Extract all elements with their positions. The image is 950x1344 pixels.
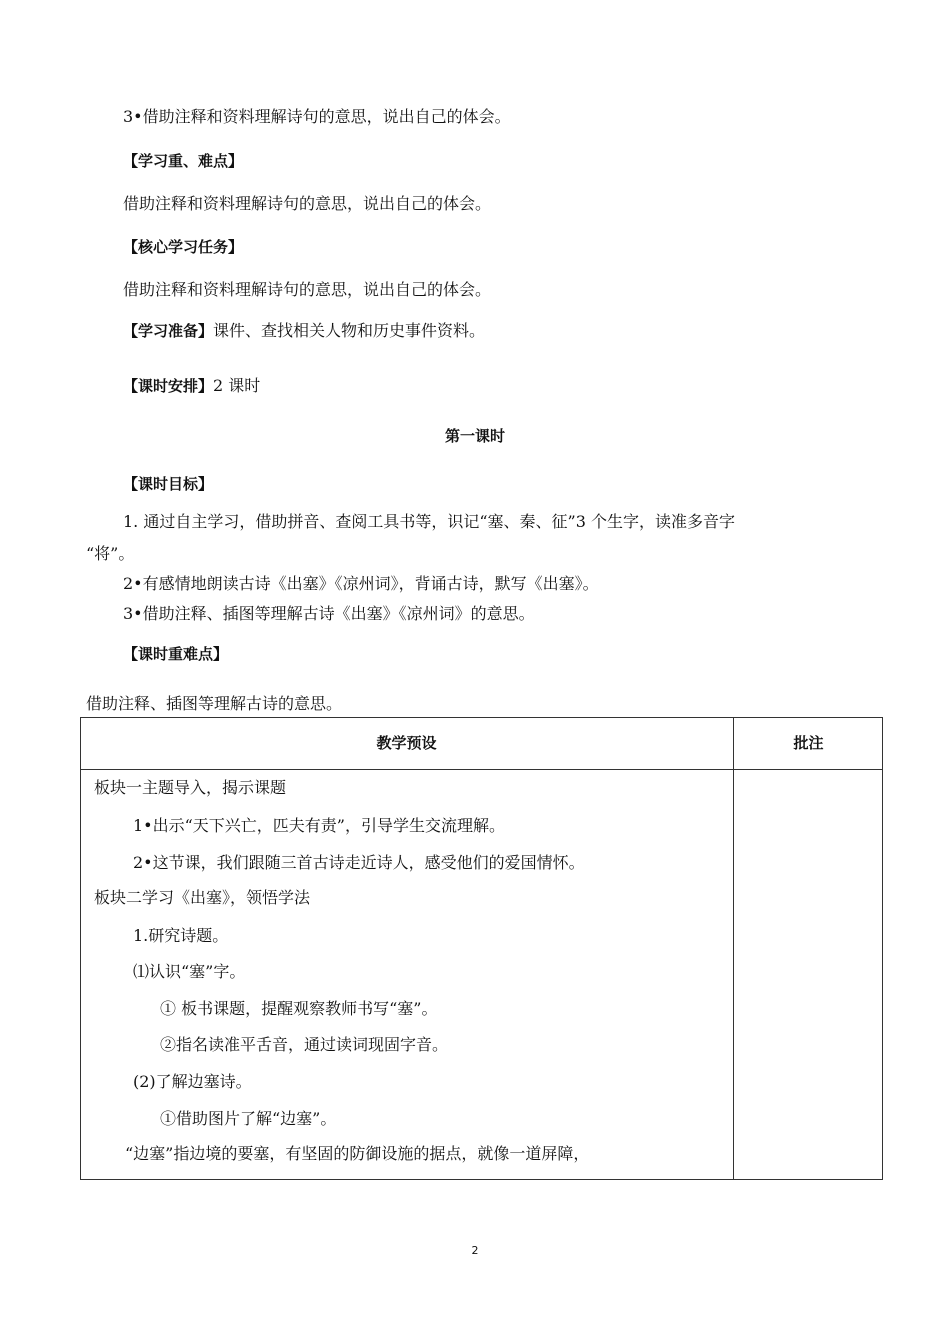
table-line: ①借助图片了解“边塞”。 [160,1109,337,1128]
difficulty-text: 借助注释、插图等理解古诗的意思。 [86,694,343,713]
goals-heading: 【课时目标】 [123,475,214,493]
table-line: ① 板书课题，提醒观察教师书写“塞”。 [160,999,438,1018]
core-task-text: 借助注释和资料理解诗句的意思，说出自己的体会。 [123,280,492,299]
table-header-notes: 批注 [793,734,824,752]
page-number: 2 [471,1244,479,1257]
difficulty-heading: 【课时重难点】 [123,645,229,663]
table-line: 1•出示“天下兴亡，匹夫有责”，引导学生交流理解。 [133,816,505,835]
key-points-text: 借助注释和资料理解诗句的意思，说出自己的体会。 [123,194,492,213]
table-header-main: 教学预设 [376,734,437,752]
table-line: 2•这节课，我们跟随三首古诗走近诗人，感受他们的爱国情怀。 [133,853,585,872]
goal-1-line-2: “将”。 [86,544,135,563]
table-line: “边塞”指边境的要塞，有坚固的防御设施的据点，就像一道屏障， [125,1144,590,1163]
prep-heading: 【学习准备】 [123,322,214,340]
key-points-heading: 【学习重、难点】 [123,152,244,170]
lesson-title: 第一课时 [444,427,505,445]
table-line: ⑴认识“塞”字。 [133,962,246,981]
goal-1-line-1: 1. 通过自主学习，借助拼音、查阅工具书等，识记“塞、秦、征”3 个生字，读准多音字 [123,512,735,531]
schedule-text: 2 课时 [213,376,261,395]
table-line: 板块二学习《出塞》，领悟学法 [94,888,311,907]
objective-3: 3•借助注释和资料理解诗句的意思，说出自己的体会。 [123,107,511,126]
table-line: (2)了解边塞诗。 [133,1072,252,1091]
goal-2: 2•有感情地朗读古诗《出塞》《凉州词》，背诵古诗，默写《出塞》。 [123,574,599,593]
table-line: ②指名读准平舌音，通过读词现固字音。 [160,1035,449,1054]
table-header-divider [80,769,883,770]
core-task-heading: 【核心学习任务】 [123,238,244,256]
goal-3: 3•借助注释、插图等理解古诗《出塞》《凉州词》的意思。 [123,604,535,623]
prep-text: 课件、查找相关人物和历史事件资料。 [213,321,486,340]
prep-line [123,320,485,342]
table-line: 板块一主题导入，揭示课题 [94,778,287,797]
schedule-line [123,375,260,397]
table-line: 1.研究诗题。 [133,926,229,945]
table-column-divider [733,717,734,1180]
schedule-heading: 【课时安排】 [123,377,214,395]
